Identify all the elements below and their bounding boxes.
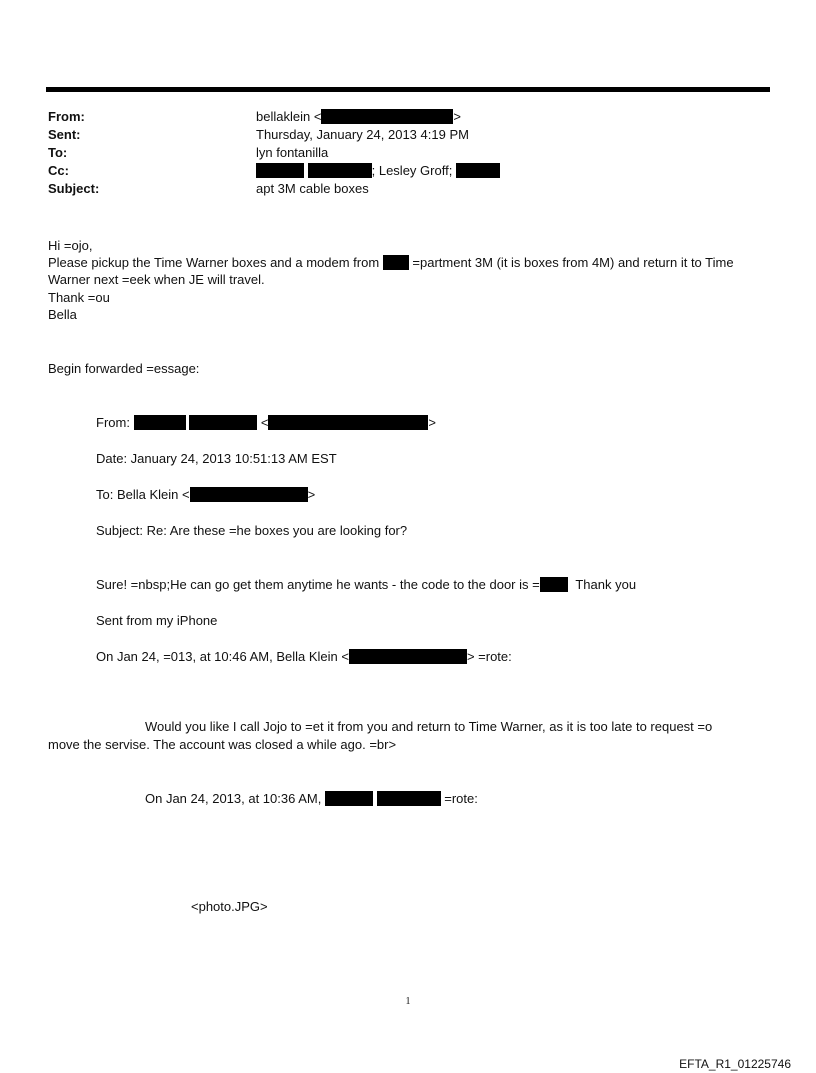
forward-intro: Begin forwarded =essage: <box>48 361 200 376</box>
redaction <box>134 415 186 430</box>
redaction <box>456 163 500 178</box>
sent-from-line: Sent from my iPhone <box>96 613 218 628</box>
from-label: From: <box>48 109 85 124</box>
photo-attachment: <photo.JPG> <box>191 899 268 914</box>
redaction <box>383 255 409 270</box>
redaction <box>308 163 372 178</box>
redaction <box>321 109 453 124</box>
quoted-line: Would you like I call Jojo to =et it from you and return to Time Warner, as it is too late to request =o <box>145 719 713 734</box>
subject-value: apt 3M cable boxes <box>256 181 369 196</box>
sent-label: Sent: <box>48 127 81 142</box>
header-rule <box>46 87 770 92</box>
to-label: To: <box>48 145 68 160</box>
quoted-on-line: On Jan 24, 2013, at 10:36 AM, =rote: <box>145 791 478 806</box>
body-line: Please pickup the Time Warner boxes and a modem from =partment 3M (it is boxes from 4M) and return it to Time <box>48 255 734 270</box>
redaction <box>268 415 428 430</box>
subject-label: Subject: <box>48 181 100 196</box>
fwd-from: From: < > <box>96 415 437 430</box>
cc-value: ; Lesley Groff; <box>256 162 500 180</box>
quoted-line: move the servise. The account was closed a while ago. =br> <box>48 737 397 752</box>
fwd-to: To: Bella Klein < > <box>96 487 316 502</box>
document-id: EFTA_R1_01225746 <box>679 1057 791 1071</box>
cc-label: Cc: <box>48 163 69 178</box>
greeting: Hi =ojo, <box>48 238 93 253</box>
on-line: On Jan 24, =013, at 10:46 AM, Bella Klein < > =rote: <box>96 649 512 664</box>
to-value: lyn fontanilla <box>256 145 329 160</box>
fwd-date: Date: January 24, 2013 10:51:13 AM EST <box>96 451 337 466</box>
redaction <box>189 415 257 430</box>
body-line: Thank =ou <box>48 290 110 305</box>
redaction <box>256 163 304 178</box>
fwd-subject: Subject: Re: Are these =he boxes you are looking for? <box>96 523 408 538</box>
redaction <box>349 649 467 664</box>
page-number: 1 <box>405 996 411 1007</box>
redaction <box>325 791 373 806</box>
redaction <box>190 487 308 502</box>
signature: Bella <box>48 307 77 322</box>
sent-value: Thursday, January 24, 2013 4:19 PM <box>256 127 469 142</box>
redaction <box>377 791 441 806</box>
body-line: Warner next =eek when JE will travel. <box>48 272 265 287</box>
reply-line: Sure! =nbsp;He can go get them anytime he wants - the code to the door is = Thank you <box>96 577 637 592</box>
redaction <box>540 577 568 592</box>
from-value: bellaklein < > <box>256 109 461 124</box>
